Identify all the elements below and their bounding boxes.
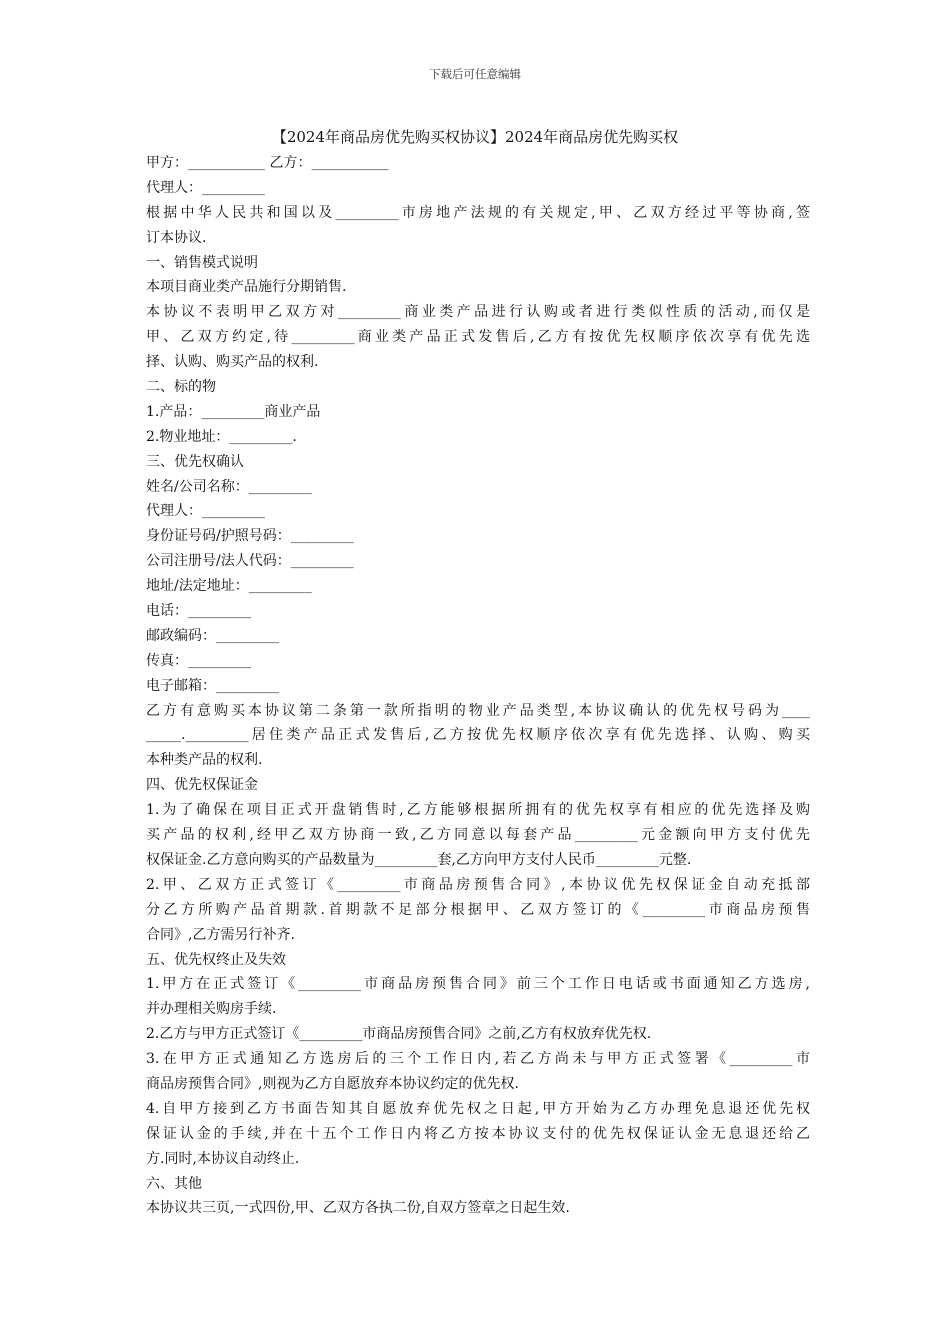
document-line: 电话：_________: [146, 603, 251, 620]
document-line: 四、优先权保证金: [146, 777, 258, 794]
document-line: 代理人：_________: [146, 503, 265, 520]
document-line: _____._________居住类产品正式发售后,乙方按优先权顺序依次享有优先选择、认购、购买: [146, 727, 810, 744]
document-line: 乙方有意购买本协议第二条第一款所指明的物业产品类型,本协议确认的优先权号码为____: [146, 702, 810, 719]
document-line: 邮政编码：_________: [146, 627, 279, 644]
document-line: 根据中华人民共和国以及_________市房地产法规的有关规定,甲、乙双方经过平等协商,签: [146, 204, 810, 221]
document-line: 身份证号码/护照号码：_________: [146, 528, 354, 545]
header-note: 下载后可任意编辑: [429, 67, 521, 81]
document-line: 择、认购、购买产品的权利.: [146, 354, 319, 371]
document-title: 【2024年商品房优先购买权协议】2024年商品房优先购买权: [271, 128, 679, 146]
document-line: 传真：_________: [146, 652, 251, 669]
document-line: 1.为了确保在项目正式开盘销售时,乙方能够根据所拥有的优先权享有相应的优先选择及购: [146, 802, 810, 819]
document-line: 本协议不表明甲乙双方对_________商业类产品进行认购或者进行类似性质的活动,而仅是: [146, 304, 810, 321]
document-line: 合同》,乙方需另行补齐.: [146, 926, 295, 943]
document-line: 本协议共三页,一式四份,甲、乙双方各执二份,自双方签章之日起生效.: [146, 1200, 570, 1217]
document-line: 六、其他: [146, 1175, 202, 1192]
document-line: 二、标的物: [146, 379, 216, 396]
document-line: 订本协议.: [146, 229, 207, 246]
document-line: 公司注册号/法人代码：_________: [146, 553, 354, 570]
document-line: 三、优先权确认: [146, 453, 244, 470]
document-line: 保证认金的手续,并在十五个工作日内将乙方按本协议支付的优先权保证认金无息退还给乙: [146, 1125, 810, 1142]
document-line: 2.乙方与甲方正式签订《_________市商品房预售合同》之前,乙方有权放弃优先权.: [146, 1026, 652, 1043]
document-line: 商品房预售合同》,则视为乙方自愿放弃本协议约定的优先权.: [146, 1075, 519, 1092]
document-line: 一、销售模式说明: [146, 254, 258, 271]
document-line: 姓名/公司名称：_________: [146, 478, 312, 495]
document-line: 分乙方所购产品首期款.首期款不足部分根据甲、乙双方签订的《_________市商品房预售: [146, 901, 810, 918]
document-line: 方.同时,本协议自动终止.: [146, 1150, 300, 1167]
document-line: 地址/法定地址：_________: [146, 578, 312, 595]
document-line: 甲、乙双方约定,待_________商业类产品正式发售后,乙方有按优先权顺序依次享有优先选: [146, 329, 810, 346]
document-line: 1.甲方在正式签订《_________市商品房预售合同》前三个工作日电话或书面通知乙方选房,: [146, 976, 810, 993]
document-line: 并办理相关购房手续.: [146, 1001, 277, 1018]
document-body: [146, 151, 810, 1221]
document-line: 甲方：___________ 乙方：___________: [146, 155, 389, 171]
document-line: 代理人：_________: [146, 179, 265, 196]
document-line: 电子邮箱：_________: [146, 677, 279, 694]
document-line: 2.甲、乙双方正式签订《_________市商品房预售合同》,本协议优先权保证金自动充抵部: [146, 876, 810, 893]
document-line: 本种类产品的权利.: [146, 752, 263, 769]
document-line: 买产品的权利,经甲乙双方协商一致,乙方同意以每套产品_________元金额向甲方支付优先: [146, 827, 810, 844]
document-line: 1.产品：_________商业产品: [146, 403, 321, 420]
document-line: 本项目商业类产品施行分期销售.: [146, 279, 347, 296]
document-line: 4.自甲方接到乙方书面告知其自愿放弃优先权之日起,甲方开始为乙方办理免息退还优先权: [146, 1100, 810, 1117]
document-line: 五、优先权终止及失效: [146, 951, 286, 968]
document-line: 权保证金.乙方意向购买的产品数量为_________套,乙方向甲方支付人民币_________元整.: [146, 851, 692, 868]
document-line: 3.在甲方正式通知乙方选房后的三个工作日内,若乙方尚未与甲方正式签署《_________市: [146, 1051, 810, 1068]
document-line: 2.物业地址：_________.: [146, 428, 297, 445]
